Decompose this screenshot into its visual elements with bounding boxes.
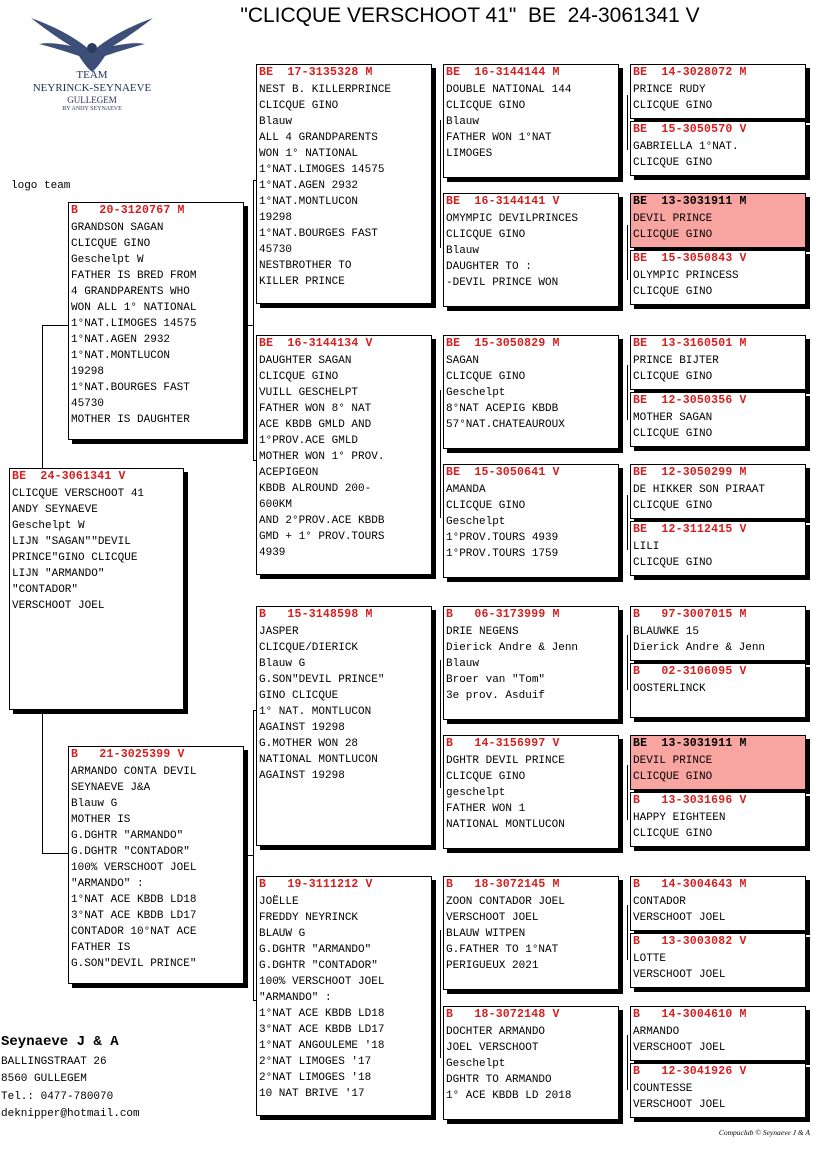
pigeon-detail-line: Geschelpt W — [12, 520, 85, 532]
ring-number: B 97-3007015 M — [633, 608, 747, 621]
pigeon-detail-line: KBDB ALROUND 200- — [259, 483, 372, 495]
pigeon-detail-line: DOUBLE NATIONAL 144 — [446, 84, 572, 96]
ring-number: BE 14-3028072 M — [633, 66, 747, 79]
pigeon-detail-line: Geschelpt — [446, 516, 506, 528]
pigeon-detail-line: 1°NAT.MONTLUCON — [259, 196, 359, 208]
pigeon-detail-line: NATIONAL MONTLUCON — [259, 754, 378, 766]
pigeon-detail-line: 1°NAT.AGEN 2932 — [71, 334, 171, 346]
pedigree-box — [68, 746, 244, 984]
ring-number: B 06-3173999 M — [446, 608, 560, 621]
pigeon-detail-line: VERSCHOOT JOEL — [633, 912, 726, 924]
pigeon-detail-line: DE HIKKER SON PIRAAT — [633, 484, 766, 496]
pedigree-box — [443, 193, 619, 307]
pigeon-detail-line: PRINCE RUDY — [633, 84, 706, 96]
pigeon-detail-line: Blauw — [446, 116, 480, 128]
pigeon-detail-line: 1°NAT.MONTLUCON — [71, 350, 171, 362]
connector-line — [627, 635, 628, 690]
logo-names-text: NEYRINCK-SEYNAEVE — [32, 82, 152, 94]
pigeon-detail-line: CLICQUE/DIERICK — [259, 642, 359, 654]
pigeon-detail-line: LOTTE — [633, 953, 667, 965]
pigeon-detail-line: CLICQUE GINO — [71, 238, 151, 250]
pigeon-detail-line: DEVIL PRINCE — [633, 213, 713, 225]
pigeon-detail-line: 19298 — [259, 212, 293, 224]
pigeon-detail-line: CLICQUE GINO — [446, 229, 526, 241]
pigeon-detail-line: 2°NAT LIMOGES '17 — [259, 1056, 372, 1068]
pedigree-title: "CLICQUE VERSCHOOT 41" BE 24-3061341 V — [240, 4, 700, 27]
pigeon-detail-line: DGHTR DEVIL PRINCE — [446, 755, 565, 767]
pigeon-detail-line: 3°NAT ACE KBDB LD17 — [259, 1024, 385, 1036]
logo-caption: logo team — [11, 180, 71, 192]
pigeon-detail-line: CLICQUE GINO — [633, 229, 713, 241]
pigeon-detail-line: DEVIL PRINCE — [633, 755, 713, 767]
pigeon-detail-line: 1°NAT ANGOULEME '18 — [259, 1040, 385, 1052]
ring-number: B 20-3120767 M — [71, 204, 185, 217]
pigeon-detail-line: OLYMPIC PRINCESS — [633, 270, 739, 282]
ring-number: B 18-3072148 V — [446, 1008, 560, 1021]
pigeon-detail-line: 1°NAT ACE KBDB LD18 — [259, 1008, 385, 1020]
logo-city-text: GULLEGEM — [67, 95, 117, 105]
connector-line — [253, 180, 254, 460]
ring-number: BE 16-3144134 V — [259, 337, 373, 350]
pigeon-detail-line: WON 1° NATIONAL — [259, 148, 359, 160]
owner-email[interactable]: deknipper@hotmail.com — [1, 1108, 140, 1120]
pigeon-detail-line: LILI — [633, 541, 660, 553]
pigeon-detail-line: 1°NAT.BOURGES FAST — [71, 382, 190, 394]
ring-number: BE 15-3050641 V — [446, 466, 560, 479]
connector-line — [440, 660, 441, 788]
ring-number: BE 17-3135328 M — [259, 66, 373, 79]
owner-city: 8560 GULLEGEM — [1, 1073, 87, 1085]
owner-street: BALLINGSTRAAT 26 — [1, 1055, 107, 1068]
ring-number: B 18-3072145 M — [446, 878, 560, 891]
pigeon-detail-line: Blauw — [446, 245, 480, 257]
pigeon-detail-line: SAGAN — [446, 355, 480, 367]
pigeon-detail-line: Broer van "Tom" — [446, 674, 546, 686]
pigeon-detail-line: Blauw — [446, 658, 480, 670]
pigeon-detail-line: NEST B. KILLERPRINCE — [259, 84, 392, 96]
pigeon-detail-line: CLICQUE GINO — [259, 100, 339, 112]
pigeon-detail-line: MOTHER WON 1° PROV. — [259, 451, 385, 463]
connector-line — [246, 325, 254, 326]
pigeon-detail-line: NESTBROTHER TO — [259, 260, 352, 272]
logo-by-text: BY ANDY SEYNAEVE — [62, 106, 122, 112]
pigeon-detail-line: 45730 — [71, 398, 105, 410]
pigeon-detail-line: G.DGHTR "CONTADOR" — [259, 960, 378, 972]
ring-number: B 15-3148598 M — [259, 608, 373, 621]
pigeon-detail-line: CLICQUE GINO — [446, 771, 526, 783]
pigeon-detail-line: FATHER WON 1°NAT — [446, 132, 552, 144]
pigeon-detail-line: "ARMANDO" : — [71, 878, 144, 890]
pigeon-detail-line: Dierick Andre & Jenn — [633, 642, 766, 654]
pigeon-detail-line: 1°NAT ACE KBDB LD18 — [71, 894, 197, 906]
pigeon-details — [259, 82, 431, 290]
pigeon-detail-line: CLICQUE GINO — [633, 771, 713, 783]
owner-phone: Tel.: 0477-780070 — [1, 1090, 114, 1103]
pigeon-detail-line: Geschelpt — [446, 387, 506, 399]
pigeon-detail-line: 45730 — [259, 244, 293, 256]
pigeon-details — [259, 894, 431, 1102]
pigeon-detail-line: LIMOGES — [446, 148, 493, 160]
pedigree-box — [443, 606, 619, 720]
pedigree-box — [68, 202, 244, 440]
pedigree-box — [630, 735, 806, 790]
pigeon-detail-line: 1°PROV.TOURS 1759 — [446, 548, 559, 560]
pigeon-details — [633, 681, 805, 697]
pigeon-details — [633, 894, 805, 926]
footer-credit: Compuclub © Seynaeve J & A — [718, 1128, 810, 1137]
pigeon-detail-line: Dierick Andre & Jenn — [446, 642, 579, 654]
pigeon-details — [633, 353, 805, 385]
connector-line — [42, 325, 71, 326]
pedigree-box — [443, 1006, 619, 1120]
pigeon-detail-line: ALL 4 GRANDPARENTS — [259, 132, 378, 144]
pigeon-detail-line: -DEVIL PRINCE WON — [446, 277, 559, 289]
pedigree-box — [630, 792, 806, 847]
pedigree-box — [443, 735, 619, 849]
pigeon-detail-line: VERSCHOOT JOEL — [633, 969, 726, 981]
pigeon-detail-line: ARMANDO CONTA DEVIL — [71, 766, 197, 778]
pigeon-detail-line: G.DGHTR "ARMANDO" — [71, 830, 184, 842]
pigeon-detail-line: CLICQUE GINO — [633, 428, 713, 440]
ring-number: BE 12-3050356 V — [633, 394, 747, 407]
pigeon-detail-line: ARMANDO — [633, 1026, 680, 1038]
pedigree-box — [256, 64, 432, 304]
pedigree-box — [256, 606, 432, 846]
pigeon-detail-line: CONTADOR 10°NAT ACE — [71, 926, 197, 938]
pedigree-box — [630, 193, 806, 248]
pigeon-detail-line: 19298 — [71, 366, 105, 378]
pigeon-details — [633, 410, 805, 442]
pigeon-detail-line: "CONTADOR" — [12, 584, 79, 596]
pigeon-detail-line: JASPER — [259, 626, 299, 638]
pedigree-box — [443, 335, 619, 449]
pigeon-detail-line: 3e prov. Asduif — [446, 690, 546, 702]
pigeon-detail-line: FREDDY NEYRINCK — [259, 912, 359, 924]
pigeon-detail-line: AGAINST 19298 — [259, 770, 345, 782]
pigeon-detail-line: 2°NAT LIMOGES '18 — [259, 1072, 372, 1084]
pigeon-detail-line: HAPPY EIGHTEEN — [633, 812, 726, 824]
pigeon-detail-line: BLAUW WITPEN — [446, 928, 526, 940]
ring-number: B 21-3025399 V — [71, 748, 185, 761]
pedigree-box — [630, 1063, 806, 1118]
pigeon-details — [446, 82, 618, 162]
ring-number: BE 16-3144141 V — [446, 195, 560, 208]
pigeon-detail-line: 4 GRANDPARENTS WHO — [71, 286, 190, 298]
pigeon-detail-line: CLICQUE GINO — [446, 371, 526, 383]
pigeon-detail-line: Geschelpt W — [71, 254, 144, 266]
pigeon-detail-line: CONTADOR — [633, 896, 686, 908]
pigeon-detail-line: KILLER PRINCE — [259, 276, 345, 288]
pigeon-details — [633, 211, 805, 243]
ring-number: B 13-3003082 V — [633, 935, 747, 948]
pigeon-detail-line: ACE KBDB GMLD AND — [259, 419, 372, 431]
pigeon-details — [633, 951, 805, 983]
pigeon-detail-line: GINO CLICQUE — [259, 690, 339, 702]
pigeon-detail-line: 100% VERSCHOOT JOEL — [259, 976, 385, 988]
pigeon-detail-line: DAUGHTER TO : — [446, 261, 532, 273]
pedigree-box — [630, 876, 806, 931]
pigeon-detail-line: CLICQUE GINO — [633, 286, 713, 298]
pigeon-detail-line: Geschelpt — [446, 1058, 506, 1070]
connector-line — [440, 930, 441, 1058]
pigeon-details — [446, 894, 618, 974]
pigeon-detail-line: ZOON CONTADOR JOEL — [446, 896, 565, 908]
pigeon-details — [633, 139, 805, 171]
pigeon-details — [446, 753, 618, 833]
pedigree-box — [443, 464, 619, 578]
pigeon-detail-line: OMYMPIC DEVILPRINCES — [446, 213, 579, 225]
pigeon-detail-line: 1°NAT.LIMOGES 14575 — [259, 164, 385, 176]
ring-number: B 12-3041926 V — [633, 1065, 747, 1078]
connector-line — [440, 120, 441, 248]
pigeon-detail-line: SEYNAEVE J&A — [71, 782, 151, 794]
pigeon-details — [633, 82, 805, 114]
pigeon-details — [633, 482, 805, 514]
pigeon-detail-line: CLICQUE GINO — [633, 500, 713, 512]
pedigree-box — [630, 933, 806, 988]
ring-number: B 19-3111212 V — [259, 878, 373, 891]
pigeon-detail-line: 10 NAT BRIVE '17 — [259, 1088, 365, 1100]
pigeon-details — [71, 764, 243, 972]
ring-number: BE 24-3061341 V — [12, 470, 126, 483]
pedigree-box — [630, 663, 806, 718]
pigeon-detail-line: FATHER WON 8° NAT — [259, 403, 372, 415]
pedigree-box — [630, 121, 806, 176]
connector-line — [440, 390, 441, 518]
ring-number: B 13-3031696 V — [633, 794, 747, 807]
pigeon-detail-line: geschelpt — [446, 787, 506, 799]
connector-line — [42, 853, 71, 854]
pigeon-detail-line: 1° NAT. MONTLUCON — [259, 706, 372, 718]
pigeon-detail-line: Blauw — [259, 116, 293, 128]
pigeon-details — [633, 268, 805, 300]
pigeon-details — [633, 1081, 805, 1113]
pigeon-detail-line: Blauw G — [71, 798, 118, 810]
pigeon-detail-line: AGAINST 19298 — [259, 722, 345, 734]
pigeon-detail-line: CLICQUE GINO — [633, 371, 713, 383]
ring-number: B 14-3004643 M — [633, 878, 747, 891]
pigeon-detail-line: AND 2°PROV.ACE KBDB — [259, 515, 385, 527]
pigeon-details — [71, 220, 243, 428]
pedigree-box — [256, 876, 432, 1116]
pigeon-detail-line: 100% VERSCHOOT JOEL — [71, 862, 197, 874]
ring-number: B 02-3106095 V — [633, 665, 747, 678]
connector-line — [627, 225, 628, 280]
pigeon-detail-line: 1°NAT.LIMOGES 14575 — [71, 318, 197, 330]
ring-number: BE 13-3031911 M — [633, 736, 805, 750]
pigeon-detail-line: CLICQUE GINO — [633, 100, 713, 112]
ring-number: BE 13-3160501 M — [633, 337, 747, 350]
pedigree-box — [630, 464, 806, 519]
pigeon-detail-line: DGHTR TO ARMANDO — [446, 1074, 552, 1086]
pigeon-detail-line: Blauw G — [259, 658, 306, 670]
pedigree-box — [443, 64, 619, 178]
pigeon-detail-line: G.DGHTR "CONTADOR" — [71, 846, 190, 858]
pigeon-detail-line: CLICQUE GINO — [446, 100, 526, 112]
pigeon-detail-line: LIJN "ARMANDO" — [12, 568, 105, 580]
connector-line — [42, 710, 43, 853]
owner-name: Seynaeve J & A — [1, 1034, 119, 1050]
ring-number: B 14-3004610 M — [633, 1008, 747, 1021]
pigeon-detail-line: GRANDSON SAGAN — [71, 222, 164, 234]
pigeon-detail-line: FATHER IS — [71, 942, 131, 954]
ring-number: BE 15-3050570 V — [633, 123, 747, 136]
connector-line — [42, 325, 43, 468]
pedigree-box — [630, 64, 806, 119]
ring-number: BE 15-3050829 M — [446, 337, 560, 350]
pigeon-detail-line: 3°NAT ACE KBDB LD17 — [71, 910, 197, 922]
pigeon-detail-line: CLICQUE GINO — [633, 557, 713, 569]
pigeon-detail-line: G.SON"DEVIL PRINCE" — [259, 674, 385, 686]
pigeon-detail-line: CLICQUE GINO — [633, 157, 713, 169]
pigeon-detail-line: VERSCHOOT JOEL — [633, 1042, 726, 1054]
ring-number: BE 16-3144144 M — [446, 66, 560, 79]
pigeon-details — [633, 810, 805, 842]
pedigree-box — [9, 468, 184, 710]
pigeon-detail-line: AMANDA — [446, 484, 486, 496]
pigeon-logo-icon — [9, 14, 175, 74]
pigeon-detail-line: DRIE NEGENS — [446, 626, 519, 638]
pedigree-box — [630, 606, 806, 661]
pigeon-detail-line: G.SON"DEVIL PRINCE" — [71, 958, 197, 970]
pigeon-detail-line: VERSCHOOT JOEL — [12, 600, 105, 612]
pigeon-detail-line: PRINCE BIJTER — [633, 355, 719, 367]
pigeon-detail-line: BLAUW G — [259, 928, 306, 940]
pigeon-detail-line: WON ALL 1° NATIONAL — [71, 302, 197, 314]
team-logo — [9, 14, 175, 116]
pigeon-details — [633, 753, 805, 785]
connector-line — [627, 1035, 628, 1090]
ring-number: BE 15-3050843 V — [633, 252, 747, 265]
pigeon-detail-line: G.FATHER TO 1°NAT — [446, 944, 559, 956]
pigeon-details — [259, 353, 431, 561]
connector-line — [246, 855, 254, 856]
pigeon-details — [633, 1024, 805, 1056]
pigeon-detail-line: BLAUWKE 15 — [633, 626, 700, 638]
pigeon-detail-line: G.DGHTR "ARMANDO" — [259, 944, 372, 956]
pigeon-detail-line: FATHER IS BRED FROM — [71, 270, 197, 282]
pigeon-detail-line: VERSCHOOT JOEL — [446, 912, 539, 924]
owner-block — [1, 1034, 140, 1124]
pigeon-details — [633, 539, 805, 571]
pigeon-details — [446, 353, 618, 433]
connector-line — [627, 495, 628, 550]
pigeon-detail-line: MOTHER SAGAN — [633, 412, 713, 424]
pigeon-detail-line: 1°PROV.TOURS 4939 — [446, 532, 559, 544]
ring-number: BE 12-3112415 V — [633, 523, 747, 536]
connector-line — [627, 905, 628, 960]
connector-line — [627, 365, 628, 420]
connector-line — [627, 765, 628, 820]
pigeon-detail-line: DOCHTER ARMANDO — [446, 1026, 546, 1038]
pigeon-detail-line: 1°NAT.BOURGES FAST — [259, 228, 378, 240]
pedigree-box — [630, 335, 806, 390]
ring-number: BE 12-3050299 M — [633, 466, 747, 479]
pigeon-detail-line: JOEL VERSCHOOT — [446, 1042, 539, 1054]
pedigree-box — [630, 392, 806, 447]
pigeon-detail-line: CLICQUE GINO — [259, 371, 339, 383]
pigeon-detail-line: FATHER WON 1 — [446, 803, 526, 815]
pigeon-detail-line: NATIONAL MONTLUCON — [446, 819, 565, 831]
ring-number: B 14-3156997 V — [446, 737, 560, 750]
pedigree-box — [443, 876, 619, 990]
pigeon-detail-line: PERIGUEUX 2021 — [446, 960, 539, 972]
pigeon-details — [446, 1024, 618, 1104]
pigeon-detail-line: 8°NAT ACEPIG KBDB — [446, 403, 559, 415]
logo-team-text: TEAM — [76, 69, 108, 81]
pigeon-detail-line: 1°PROV.ACE GMLD — [259, 435, 359, 447]
pigeon-detail-line: CLICQUE GINO — [633, 828, 713, 840]
pigeon-detail-line: "ARMANDO" : — [259, 992, 332, 1004]
pigeon-detail-line: 600KM — [259, 499, 293, 511]
pigeon-detail-line: VUILL GESCHELPT — [259, 387, 359, 399]
pigeon-detail-line: G.MOTHER WON 28 — [259, 738, 359, 750]
pigeon-details — [446, 482, 618, 562]
pigeon-detail-line: 57°NAT.CHATEAUROUX — [446, 419, 565, 431]
ring-number: BE 13-3031911 M — [633, 194, 805, 208]
pigeon-details — [446, 211, 618, 291]
pigeon-detail-line: COUNTESSE — [633, 1083, 693, 1095]
pedigree-box — [256, 335, 432, 575]
pigeon-detail-line: JOËLLE — [259, 896, 299, 908]
pigeon-detail-line: OOSTERLINCK — [633, 683, 706, 695]
pigeon-detail-line: CLICQUE VERSCHOOT 41 — [12, 488, 145, 500]
pigeon-detail-line: GABRIELLA 1°NAT. — [633, 141, 739, 153]
pigeon-detail-line: ACEPIGEON — [259, 467, 319, 479]
pigeon-detail-line: PRINCE"GINO CLICQUE — [12, 552, 138, 564]
pigeon-detail-line: VERSCHOOT JOEL — [633, 1099, 726, 1111]
pigeon-detail-line: 1°NAT.AGEN 2932 — [259, 180, 359, 192]
pigeon-detail-line: GMD + 1° PROV.TOURS — [259, 531, 385, 543]
pedigree-box — [630, 521, 806, 576]
pigeon-detail-line: MOTHER IS DAUGHTER — [71, 414, 190, 426]
pedigree-box — [630, 250, 806, 305]
pigeon-details — [12, 486, 183, 614]
pigeon-details — [633, 624, 805, 656]
pedigree-box — [630, 1006, 806, 1061]
pigeon-detail-line: MOTHER IS — [71, 814, 131, 826]
pigeon-detail-line: DAUGHTER SAGAN — [259, 355, 352, 367]
pigeon-detail-line: CLICQUE GINO — [446, 500, 526, 512]
connector-line — [627, 95, 628, 150]
pigeon-detail-line: 4939 — [259, 547, 286, 559]
pigeon-detail-line: 1° ACE KBDB LD 2018 — [446, 1090, 572, 1102]
pigeon-details — [446, 624, 618, 704]
pigeon-detail-line: ANDY SEYNAEVE — [12, 504, 98, 516]
pigeon-detail-line: LIJN "SAGAN""DEVIL — [12, 536, 131, 548]
pigeon-details — [259, 624, 431, 784]
